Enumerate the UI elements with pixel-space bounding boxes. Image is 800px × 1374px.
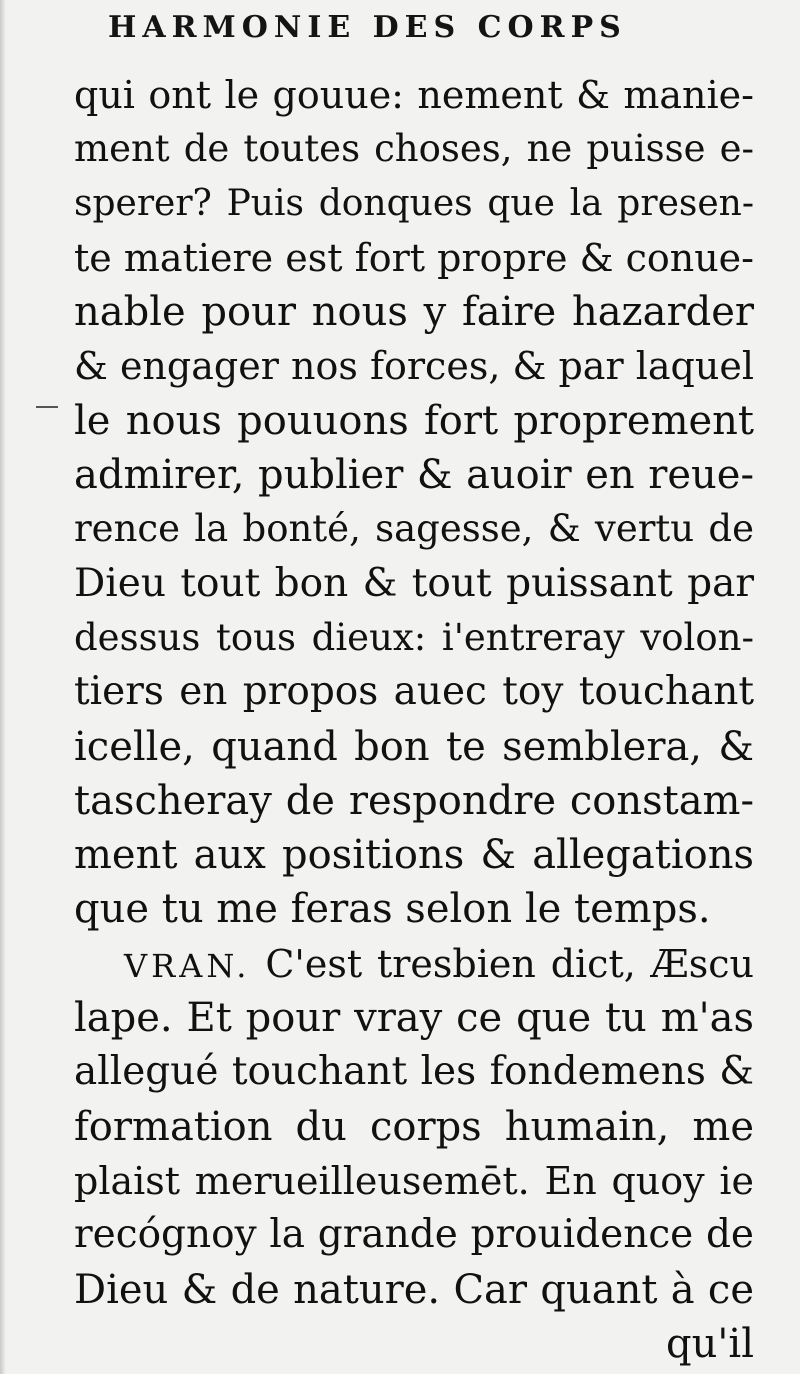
text-line: Dieu tout bon & tout puissant par	[74, 560, 754, 606]
text-line: que tu me feras selon le temps.	[74, 886, 711, 933]
text-line: recógnoy la grande prouidence de	[74, 1212, 754, 1258]
text-line: & engager nos forces, & par laquel	[74, 344, 754, 389]
text-line: ment aux positions & allegations	[74, 832, 754, 879]
text-line: admirer, publier & auoir en reue-	[74, 452, 754, 499]
text-line: plaist merueilleusemēt. En quoy ie	[74, 1158, 754, 1203]
text-line: te matiere est fort propre & conue-	[74, 235, 754, 280]
margin-mark	[36, 406, 58, 408]
text-line: lape. Et pour vray ce que tu m'as	[74, 995, 754, 1042]
text-line: le nous pouuons fort proprement	[74, 397, 754, 444]
text-line: tascheray de respondre constam-	[74, 777, 754, 824]
text-line: icelle, quand bon te semblera, &	[74, 723, 754, 770]
text-line: Dieu & de nature. Car quant à ce	[74, 1266, 754, 1313]
text-line: sperer? Puis donques que la presen-	[74, 182, 754, 224]
catchword: qu'il	[666, 1320, 754, 1367]
speaker-name: VRAN.	[124, 946, 251, 985]
text-line: ment de toutes choses, ne puisse e-	[74, 127, 754, 171]
text-line: dessus tous dieux: i'entreray volon-	[74, 615, 754, 659]
text-line: tiers en propos auec toy touchant	[74, 669, 754, 715]
speaker-line	[74, 937, 754, 991]
text-line: formation du corps humain, me	[74, 1103, 754, 1150]
text-block	[74, 68, 754, 1371]
gutter-shadow	[0, 0, 6, 1374]
text-line: allegué touchant les fondemens &	[74, 1049, 754, 1095]
text-line: rence la bonté, sagesse, & vertu de	[74, 507, 754, 551]
text-line: nable pour nous y faire hazarder	[74, 289, 754, 336]
speaker-line-text: C'est tresbien dict, Æscu	[265, 941, 754, 986]
running-head: HARMONIE DES CORPS	[108, 10, 627, 45]
text-line: qui ont le gouue: nement & manie-	[74, 73, 754, 117]
